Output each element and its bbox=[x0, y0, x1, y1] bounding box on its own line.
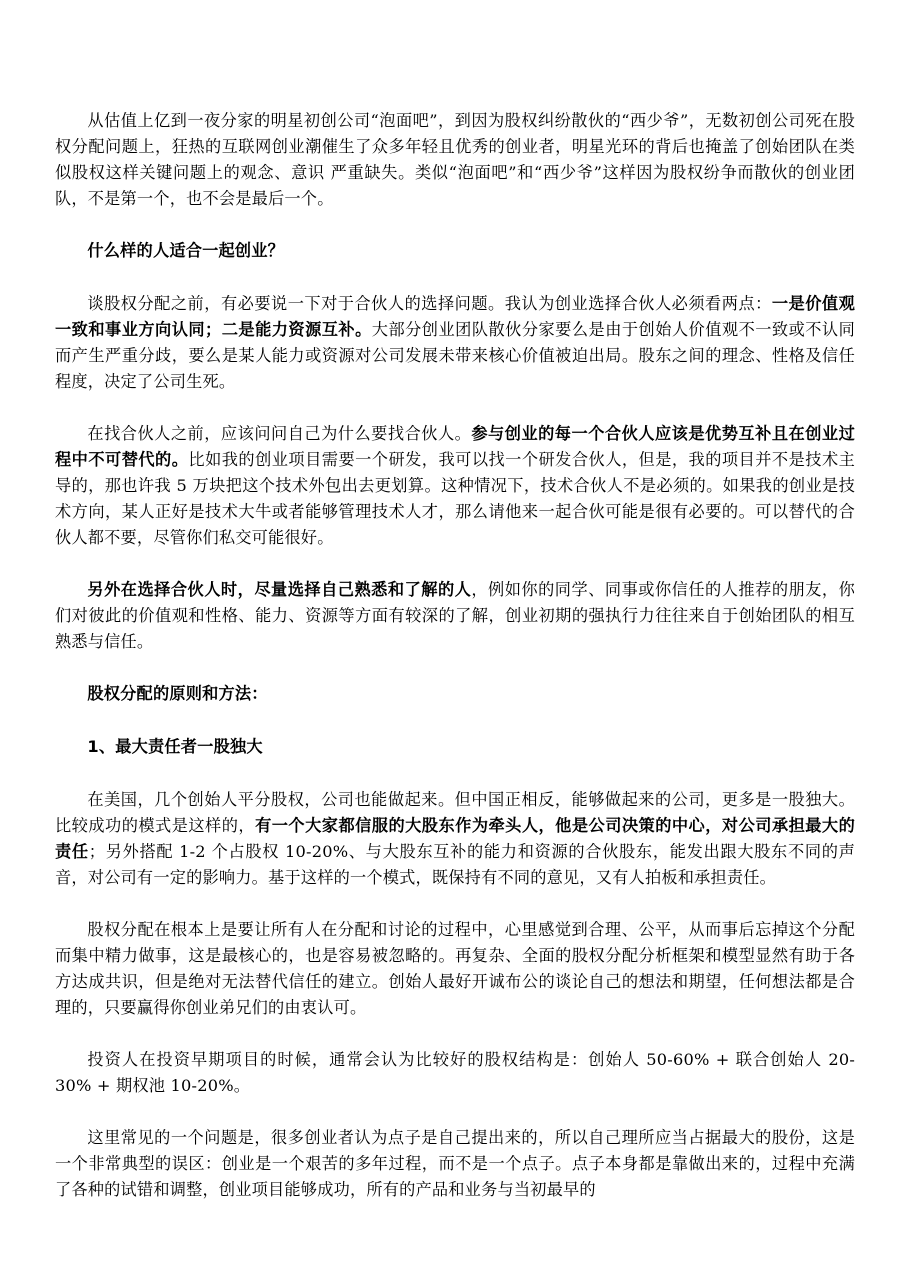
paragraph-fairness: 股权分配在根本上是要让所有人在分配和讨论的过程中，心里感觉到合理、公平，从而事后忘掉这个分配而集中精力做事，这是最核心的，也是容易被忽略的。再复杂、全面的股权分配分析框架和模型显然有助于各方达成共识，但是绝对无法替代信任的建立。创始人最好开诚布公的谈论自己的想法和期望，任何想法都是合理的，只要赢得你创业弟兄们的由衷认可。 bbox=[55, 920, 855, 1017]
bold-text-run: 另外在选择合伙人时，尽量选择自己熟悉和了解的人 bbox=[87, 580, 472, 599]
text-run: ；另外搭配 1-2 个占股权 10-20%、与大股东互补的能力和资源的合伙股东，能发出跟大股东不同的声音，对公司有一定的影响力。基于这样的一个模式，既保持有不同的意见，又有人拍板和承担责任。 bbox=[55, 842, 856, 887]
text-run: 在美国，几个创始人平分股权，公司也能做起来。但中国正相反，能够做起来的公司，更多是一股独大。比较成功的模式是这样的， bbox=[55, 790, 855, 835]
text-run: ，例如你的同学、同事或你信任的人推荐的朋友，你们对彼此的价值观和性格、能力、资源等方面有较深的了解，创业初期的强执行力往往来自于创始团队的相互熟悉与信任。 bbox=[55, 580, 855, 651]
heading-partner-selection: 什么样的人适合一起创业？ bbox=[87, 241, 285, 260]
heading-principle-1: 1、最大责任者一股独大 bbox=[87, 737, 263, 756]
paragraph-why-partner bbox=[55, 421, 855, 551]
paragraph-intro: 从估值上亿到一夜分家的明星初创公司“泡面吧”，到因为股权纠纷散伙的“西少爷”，无数初创公司死在股权分配问题上，狂热的互联网创业潮催生了众多年轻且优秀的创业者，明星光环的背后也掩盖了创始团队在类似股权这样关键问题上的观念、意识 严重缺失。类似“泡面吧”和“西少爷”这样因为股权纷争而散伙的创业团队，不是第一个，也不会是最后一个。 bbox=[55, 111, 855, 208]
text-run: 谈股权分配之前，有必要说一下对于合伙人的选择问题。我认为创业选择合伙人必须看两点： bbox=[87, 294, 772, 313]
paragraph-us-vs-china bbox=[55, 787, 855, 891]
heading-equity-principles: 股权分配的原则和方法： bbox=[87, 684, 268, 703]
paragraph-investor-view: 投资人在投资早期项目的时候，通常会认为比较好的股权结构是：创始人 50-60% + 联合创始人 20-30% + 期权池 10-20%。 bbox=[55, 1050, 855, 1095]
text-run: 比如我的创业项目需要一个研发，我可以找一个研发合伙人，但是，我的项目并不是技术主导的，那也许我 5 万块把这个技术外包出去更划算。这种情况下，技术合伙人不是必须的。如果我的创业是技术方向，某人正好是技术大牛或者能够管理技术人才，那么请他来一起合伙可能是很有必要的。可以替代的合伙人都不要，尽管你们私交可能很好。 bbox=[55, 450, 855, 547]
paragraph-idea-misconception: 这里常见的一个问题是，很多创业者认为点子是自己提出来的，所以自己理所应当占据最大的股份，这是一个非常典型的误区：创业是一个艰苦的多年过程，而不是一个点子。点子本身都是靠做出来的，过程中充满了各种的试错和调整，创业项目能够成功，所有的产品和业务与当初最早的 bbox=[55, 1128, 855, 1199]
text-run: 大部分创业团队散伙分家要么是由于创始人价值观不一致或不认同而产生严重分歧，要么是某人能力或资源对公司发展未带来核心价值被迫出局。股东之间的理念、性格及信任程度，决定了公司生死。 bbox=[55, 320, 855, 391]
paragraph-familiar-partner bbox=[55, 577, 855, 655]
text-run: 在找合伙人之前，应该问问自己为什么要找合伙人。 bbox=[87, 424, 472, 443]
paragraph-partner-criteria bbox=[55, 291, 855, 395]
bold-text-run: 参与创业的每一个合伙人应该是优势互补且在创业过程中不可替代的。 bbox=[55, 424, 855, 469]
bold-text-run: 一是价值观一致和事业方向认同；二是能力资源互补。 bbox=[55, 294, 856, 339]
bold-text-run: 有一个大家都信服的大股东作为牵头人，他是公司决策的中心，对公司承担最大的责任 bbox=[55, 816, 855, 861]
document-body bbox=[55, 108, 855, 1229]
